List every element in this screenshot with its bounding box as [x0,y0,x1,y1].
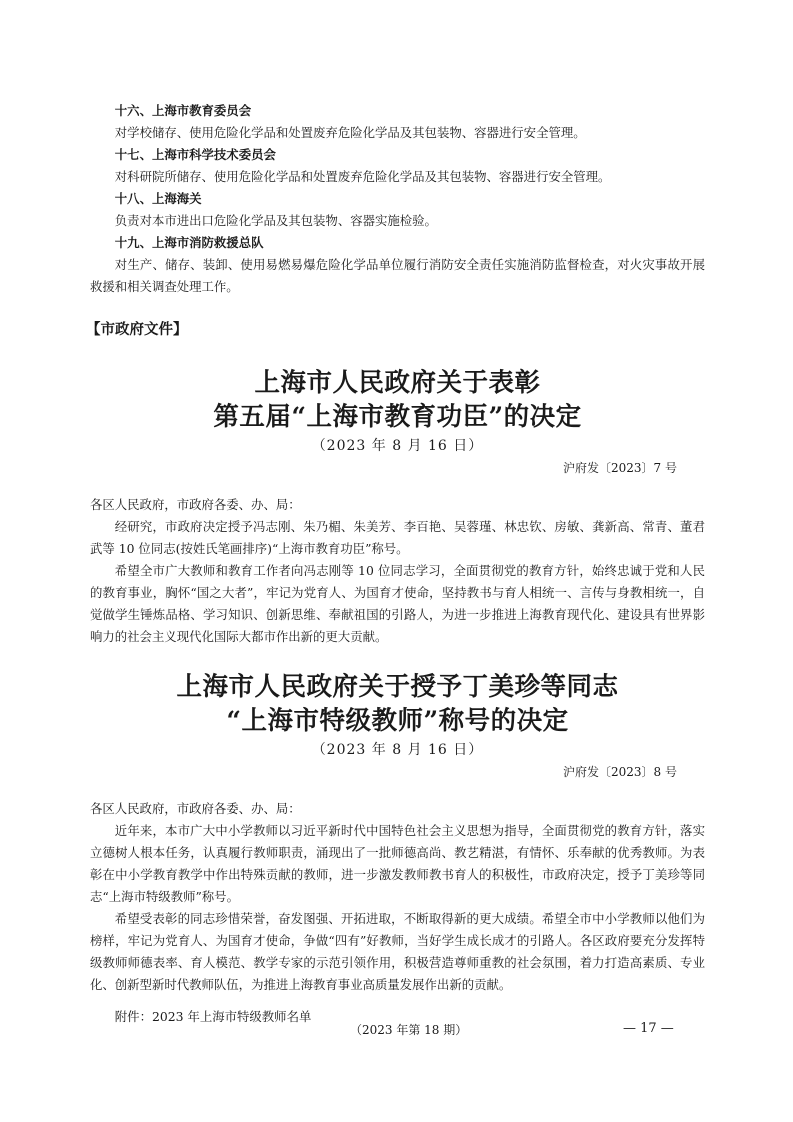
decision-1-doc-number: 沪府发〔2023〕7 号 [563,461,677,475]
page-number: — 17 — [623,1021,674,1036]
decision-2-title-line1: 上海市人民政府关于授予丁美珍等同志 [176,672,619,702]
decision-1-date: （2023 年 8 月 16 日） [311,438,484,454]
bureau-heading-19: 十九、上海市消防救援总队 [114,235,264,250]
bureau-heading-17: 十七、上海市科学技术委员会 [114,147,276,162]
bureau-text-19: 对生产、储存、装卸、使用易燃易爆危险化学品单位履行消防安全责任实施消防监督检查，对火灾事故开展救援和相关调查处理工作。 [90,257,705,294]
decision-1 [90,366,705,648]
decision-2-date: （2023 年 8 月 16 日） [311,742,484,758]
bureau-text-18: 负责对本市进出口危险化学品及其包装物、容器实施检验。 [114,213,437,228]
page-footer [0,1021,793,1041]
bureau-heading-18: 十八、上海海关 [114,191,202,206]
decision-1-paragraph-2: 希望全市广大教师和教育工作者向冯志刚等 10 位同志学习，全面贯彻党的教育方针，始终忠诚于党和人民的教育事业，胸怀“国之大者”，牢记为党育人、为国育才使命，坚持教书与育人相统一、言传与身教相统一，自觉做学生锤炼品格、学习知识、创新思维、奉献祖国的引路人，为进一步推进上海教育现代化、建设具有世界影响力的社会主义现代化国际大都市作出新的更大贡献。 [90,563,705,644]
decision-2 [90,670,705,1028]
bureau-text-17: 对科研院所储存、使用危险化学品和处置废弃危险化学品及其包装物、容器进行安全管理。 [114,169,611,184]
decision-2-title-line2: “上海市特级教师”称号的决定 [226,706,569,736]
decision-2-paragraph-1: 近年来，本市广大中小学教师以习近平新时代中国特色社会主义思想为指导，全面贯彻党的教育方针，落实立德树人根本任务，认真履行教师职责，涌现出了一批师德高尚、教艺精湛，有情怀、乐奉献的优秀教师。为表彰在中小学教育教学中作出特殊贡献的教师，进一步激发教师教书育人的积极性，市政府决定，授予丁美珍等同志“上海市特级教师”称号。 [90,823,705,904]
decision-2-paragraph-2: 希望受表彰的同志珍惜荣誉，奋发图强、开拓进取，不断取得新的更大成绩。希望全市中小学教师以他们为榜样，牢记为党育人、为国育才使命，争做“四有”好教师，当好学生成长成才的引路人。各区政府要充分发挥特级教师师德表率、育人模范、教学专家的示范引领作用，积极营造尊师重教的社会氛围，着力打造高素质、专业化、创新型新时代教师队伍，为推进上海教育事业高质量发展作出新的贡献。 [90,911,705,992]
bureau-list [90,100,705,298]
decision-1-salutation: 各区人民政府，市政府各委、办、局： [90,497,301,512]
section-label: 【市政府文件】 [86,322,188,338]
decision-2-attachment: 附件：2023 年上海市特级教师名单 [114,1009,312,1024]
decision-2-doc-number: 沪府发〔2023〕8 号 [563,765,677,779]
bureau-text-16: 对学校储存、使用危险化学品和处置废弃危险化学品及其包装物、容器进行安全管理。 [114,125,586,140]
issue-label: （2023 年第 18 期） [350,1023,468,1037]
decision-2-salutation: 各区人民政府，市政府各委、办、局： [90,801,301,816]
decision-1-title-line1: 上海市人民政府关于表彰 [254,368,541,398]
decision-1-paragraph-1: 经研究，市政府决定授予冯志刚、朱乃楣、朱美芳、李百艳、吴蓉瑾、林忠钦、房敏、龚新高、常青、董君武等 10 位同志(按姓氏笔画排序)“上海市教育功臣”称号。 [90,519,705,556]
decision-1-title-line2: 第五届“上海市教育功臣”的决定 [213,402,582,432]
document-page [86,100,705,1028]
bureau-heading-16: 十六、上海市教育委员会 [114,103,252,118]
